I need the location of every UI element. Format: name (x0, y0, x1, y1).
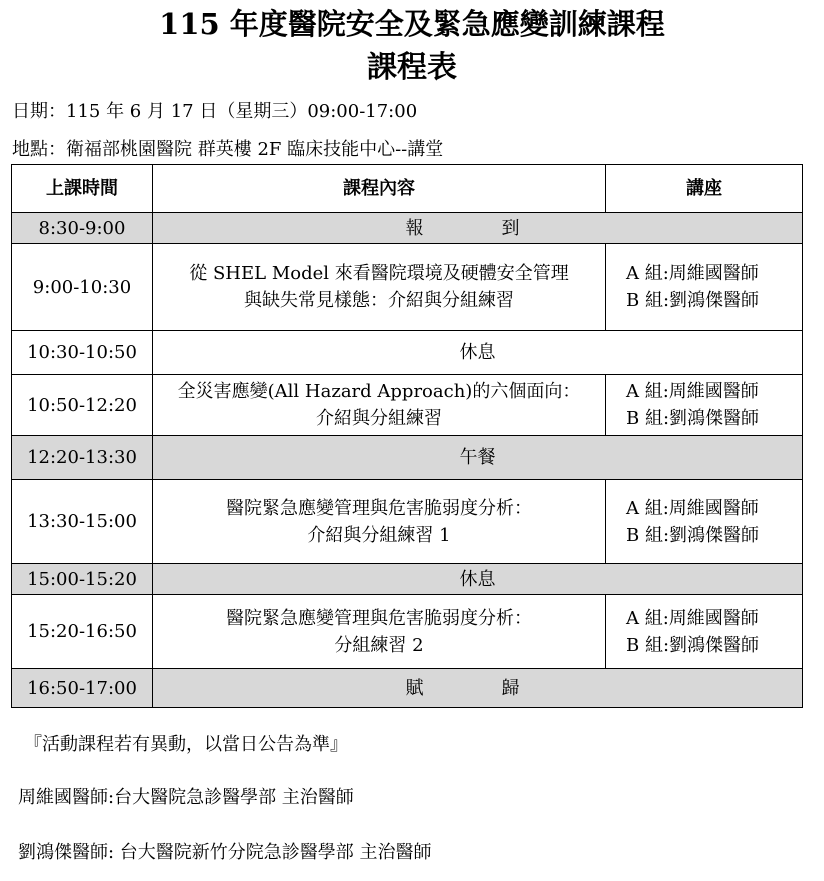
document-title: 115 年度醫院安全及緊急應變訓練課程 (159, 7, 665, 41)
instructor-line: A 組:周維國醫師 (626, 263, 759, 284)
table-row (12, 213, 803, 244)
content-cell (153, 331, 803, 375)
content-line: 休息 (459, 342, 496, 363)
instructor-bio: 周維國醫師:台大醫院急診醫學部 主治醫師 (18, 787, 354, 808)
instructor-line: B 組:劉鴻傑醫師 (626, 290, 760, 311)
content-cell (153, 480, 606, 564)
instructor-line: A 組:周維國醫師 (626, 497, 759, 519)
content-cell (153, 436, 803, 480)
content-line: 從 SHEL Model 來看醫院環境及硬體安全管理 (189, 263, 569, 284)
content-line: 賦 歸 (405, 677, 550, 699)
instructor-line: B 組:劉鴻傑醫師 (626, 634, 760, 656)
content-cell (153, 213, 803, 244)
content-cell (153, 564, 803, 595)
instructor-line: A 組:周維國醫師 (626, 607, 759, 629)
table-header-row (12, 165, 803, 213)
header-content: 課程內容 (153, 165, 606, 213)
course-date: 日期：115 年 6 月 17 日（星期三）09:00-17:00 (12, 101, 418, 122)
table-row (12, 564, 803, 595)
content-line: 醫院緊急應變管理與危害脆弱度分析： (226, 607, 532, 629)
table-row (12, 669, 803, 708)
table-row (12, 480, 803, 564)
header-time: 上課時間 (12, 165, 153, 213)
time-cell: 15:20-16:50 (12, 595, 153, 669)
instructor-cell (606, 595, 803, 669)
content-cell (153, 244, 606, 331)
content-line: 休息 (459, 568, 496, 590)
course-location: 地點：衛福部桃園醫院 群英樓 2F 臨床技能中心--講堂 (12, 139, 444, 160)
time-cell: 9:00-10:30 (12, 244, 153, 331)
time-cell: 13:30-15:00 (12, 480, 153, 564)
content-line: 全災害應變(All Hazard Approach)的六個面向： (177, 381, 581, 402)
content-cell (153, 375, 606, 436)
instructor-line: B 組:劉鴻傑醫師 (626, 524, 760, 546)
table-row (12, 436, 803, 480)
instructor-cell (606, 375, 803, 436)
schedule-note: 『活動課程若有異動，以當日公告為準』 (24, 734, 348, 755)
instructor-cell (606, 244, 803, 331)
content-line: 午餐 (459, 447, 496, 468)
content-line: 醫院緊急應變管理與危害脆弱度分析： (226, 497, 532, 519)
instructor-bio: 劉鴻傑醫師: 台大醫院新竹分院急診醫學部 主治醫師 (18, 842, 432, 863)
header-instructor: 講座 (606, 165, 803, 213)
time-cell: 12:20-13:30 (12, 436, 153, 480)
table-row (12, 375, 803, 436)
instructor-line: A 組:周維國醫師 (626, 381, 759, 402)
content-cell (153, 595, 606, 669)
time-cell: 10:30-10:50 (12, 331, 153, 375)
time-cell: 8:30-9:00 (12, 213, 153, 244)
content-line: 分組練習 2 (334, 634, 424, 656)
instructor-line: B 組:劉鴻傑醫師 (626, 408, 760, 429)
document-subtitle: 課程表 (367, 50, 457, 85)
table-row (12, 244, 803, 331)
time-cell: 15:00-15:20 (12, 564, 153, 595)
time-cell: 10:50-12:20 (12, 375, 153, 436)
time-cell: 16:50-17:00 (12, 669, 153, 708)
content-cell (153, 669, 803, 708)
content-line: 介紹與分組練習 (316, 408, 442, 429)
table-row (12, 331, 803, 375)
content-line: 與缺失常見樣態：介紹與分組練習 (244, 290, 514, 311)
content-line: 報 到 (405, 217, 550, 239)
content-line: 介紹與分組練習 1 (307, 524, 451, 546)
schedule-table (11, 164, 803, 708)
instructor-cell (606, 480, 803, 564)
table-row (12, 595, 803, 669)
